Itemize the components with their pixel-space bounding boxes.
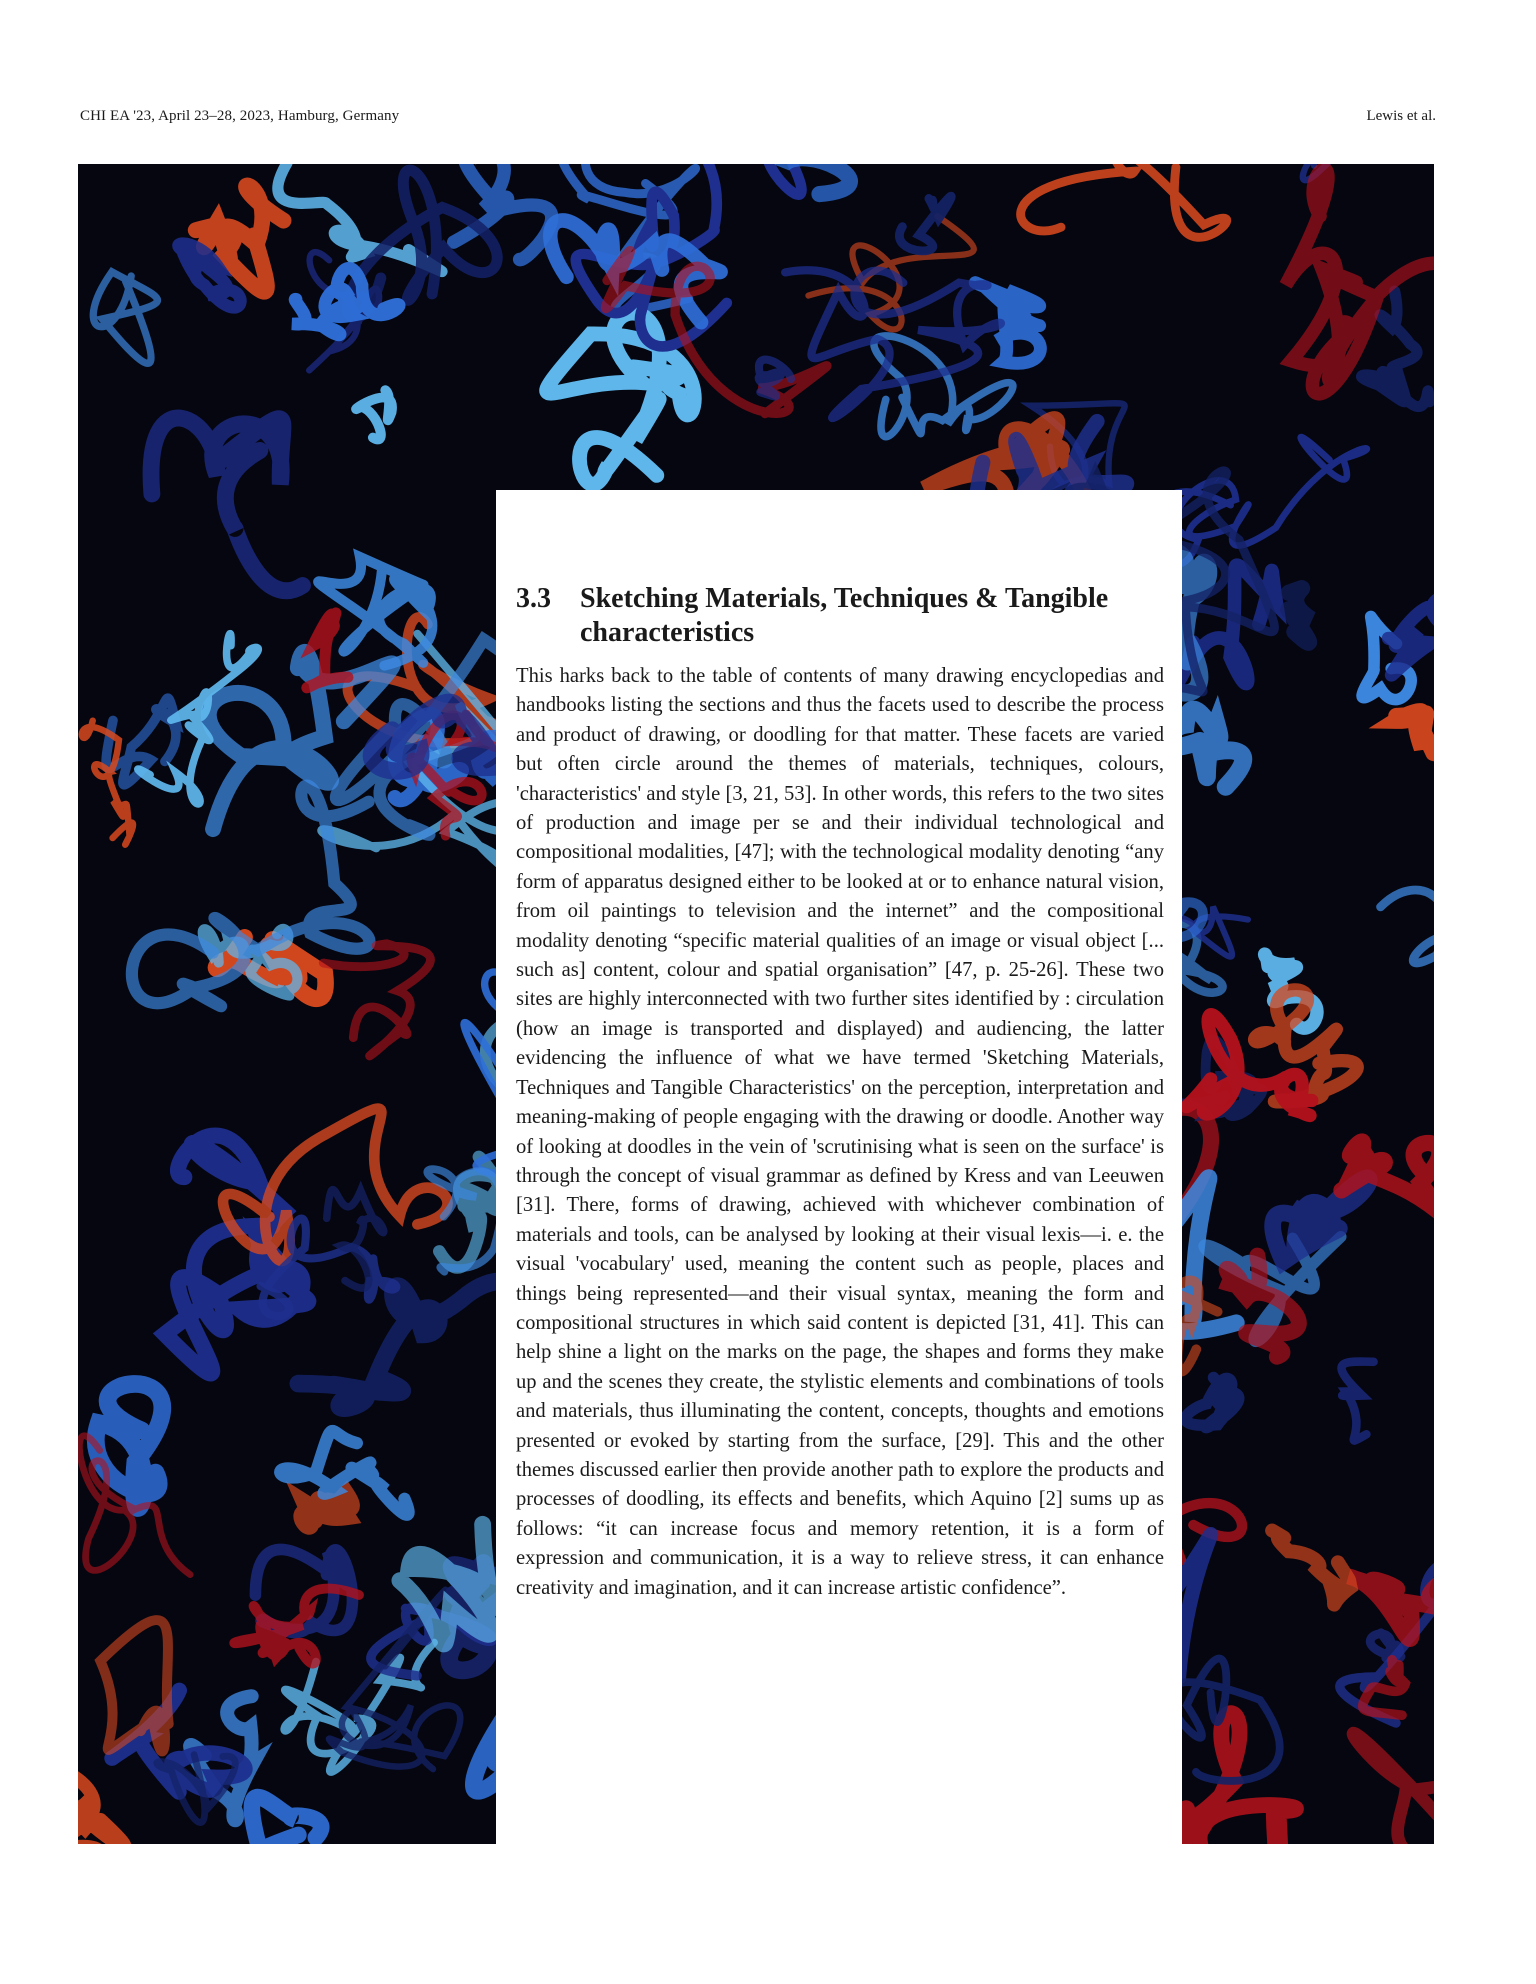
- section-number: 3.3: [516, 583, 551, 614]
- scribble-stroke: [1288, 588, 1311, 642]
- scribble-stroke: [454, 164, 552, 260]
- scribble-stroke: [1370, 1633, 1401, 1658]
- doodle-artwork-background: [78, 164, 1434, 1844]
- scribble-stroke: [151, 418, 302, 591]
- scribble-stroke: [1272, 1531, 1350, 1605]
- scribble-stroke: [323, 944, 430, 1056]
- scribble-stroke: [1186, 1378, 1239, 1428]
- running-header-venue: CHI EA '23, April 23–28, 2023, Hamburg, Germany: [80, 108, 400, 124]
- scribble-stroke: [1021, 164, 1227, 237]
- scribble-stroke: [975, 283, 1040, 364]
- scribble-stroke: [1227, 1256, 1299, 1357]
- scribble-stroke: [100, 1620, 168, 1751]
- scribble-stroke: [93, 272, 157, 364]
- section-heading: [516, 582, 1164, 650]
- section-body-paragraph: This harks back to the table of contents of many drawing encyclopedias and handbooks listing the sections and thus the facets used to describe the process and product of drawing, or doodling for that matter. These facets are varied but often circle around the themes of materials, techniques, colours, 'characteristics' and style [3, 21, 53]. In other words, this refers to the two sites of production and image per se and their individual technological and compositional modalities, [47]; with the technological modality denoting “any form of apparatus designed either to be looked at or to enhance natural vision, from oil paintings to television and the internet” and the compositional modality denoting “specific material qualities of an image or visual object [... such as] content, colour and spatial organisation” [47, p. 25-26]. These two sites are highly interconnected with two further sites identified by : circulation (how an image is transported and displayed) and audiencing, the latter evidencing the influence of what we have termed 'Sketching Materials, Techniques and Tangible Characteristics' on the perception, interpretation and meaning-making of people engaging with the drawing or doodle. Another way of looking at doodles in the vein of 'scrutinising what is seen on the surface' is through the concept of visual grammar as defined by Kress and van Leeuwen [31]. There, forms of drawing, achieved with whichever combination of materials and tools, can be analysed by looking at their visual lexis—i. e. the visual 'vocabulary' used, meaning the content such as people, places and things being represented—and their visual syntax, meaning the form and compositional structures in which said content is depicted [31, 41]. This can help shine a light on the marks on the page, the shapes and forms they make up and the scenes they create, the stylistic elements and combinations of tools and materials, thus illuminating the content, concepts, thoughts and emotions presented or evoked by starting from the surface, [29]. This and the other themes discussed earlier then provide another path to explore the products and processes of doodling, its effects and benefits, which Aquino [2] sums up as follows: “it can increase focus and memory retention, it is a form of expression and communication, it is a way to relieve stress, it can enhance creativity and imagination, and it can increase artistic confidence”.: [516, 665, 1164, 1599]
- text-panel: [496, 490, 1182, 1844]
- scribble-stroke: [356, 390, 392, 439]
- scribble-stroke: [1396, 711, 1434, 753]
- scribble-stroke: [1388, 569, 1434, 675]
- scribble-stroke: [1381, 890, 1435, 1008]
- scribble-stroke: [547, 313, 695, 484]
- scribble-stroke: [1353, 1733, 1434, 1844]
- section-title: Sketching Materials, Techniques & Tangible characteristics: [580, 583, 1109, 648]
- running-header-authors: Lewis et al.: [1366, 108, 1436, 124]
- scribble-stroke: [1342, 1362, 1374, 1441]
